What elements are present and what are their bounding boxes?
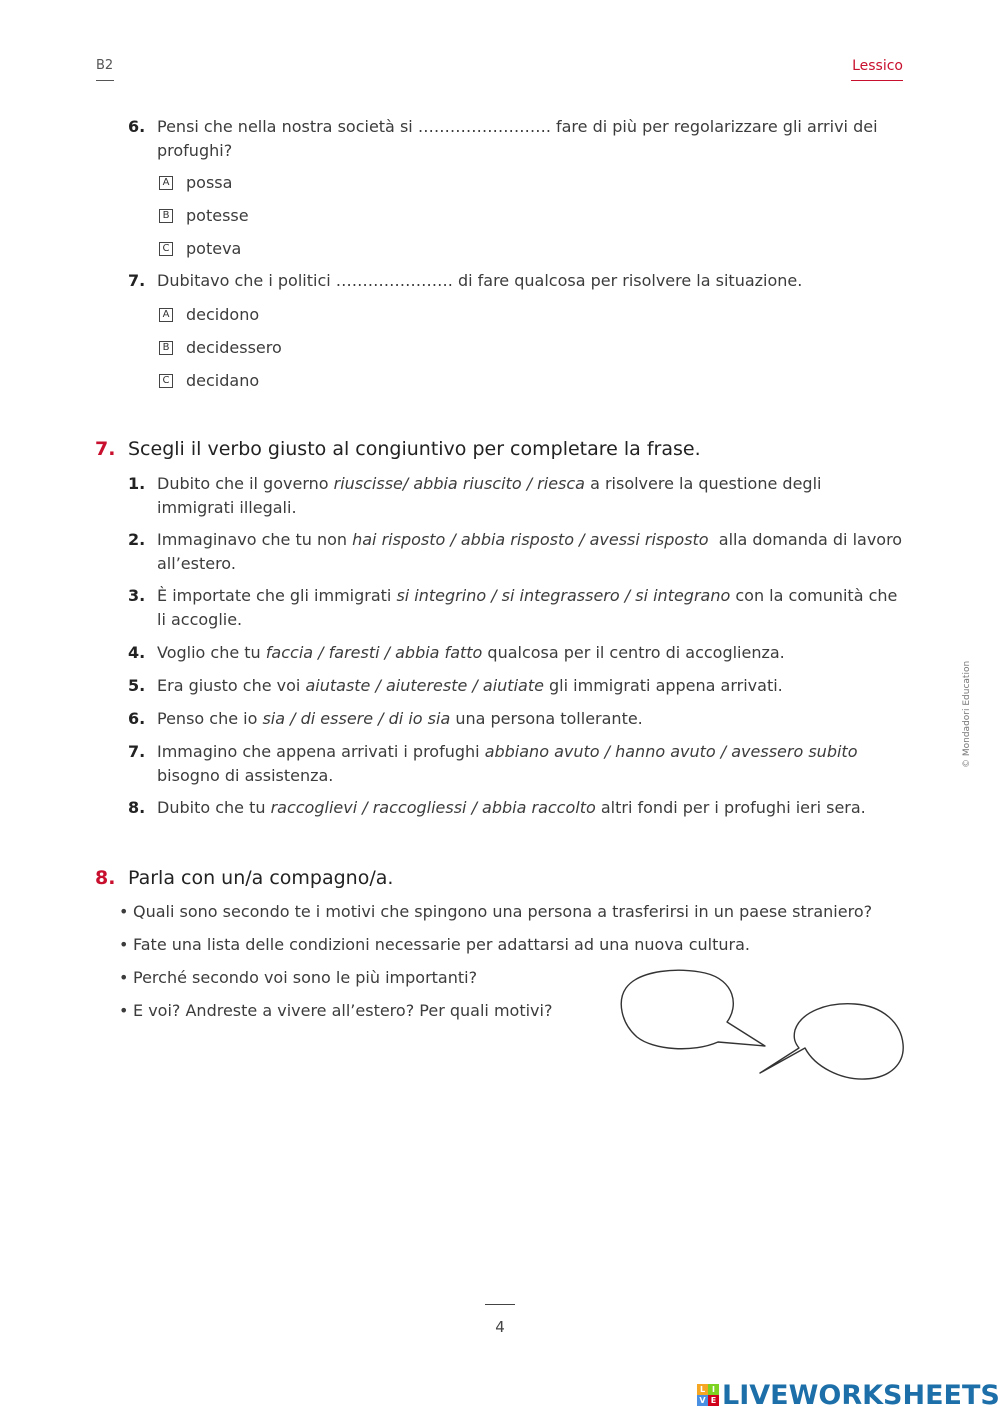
sentence-start: Immaginavo che tu non: [157, 530, 353, 549]
liveworksheets-logo-icon: [697, 1384, 719, 1406]
item-number: 6.: [128, 709, 146, 728]
prompt-text: E voi? Andreste a vivere all’estero? Per quali motivi?: [133, 1001, 553, 1020]
item-sentence-continued: li accoglie.: [157, 610, 243, 629]
page-number-rule: [485, 1304, 515, 1305]
option-label: decidano: [186, 371, 260, 390]
option-label: possa: [186, 173, 233, 192]
exercise-7-heading: [95, 436, 895, 462]
sentence-end: alla domanda di lavoro: [708, 530, 903, 549]
verb-choices[interactable]: sia / di essere / di io sia: [262, 709, 451, 728]
option-label: potesse: [186, 206, 249, 225]
exercise-title: Scegli il verbo giusto al congiuntivo per completare la frase.: [128, 438, 701, 460]
question-6: [128, 115, 908, 163]
logo-tile: I: [708, 1384, 719, 1395]
sentence-start: È importate che gli immigrati: [157, 586, 397, 605]
sentence-start: Era giusto che voi: [157, 676, 306, 695]
item-number: 5.: [128, 676, 146, 695]
item-sentence: [157, 641, 785, 665]
logo-tile: E: [708, 1395, 719, 1406]
prompt-text: Quali sono secondo te i motivi che spingono una persona a trasferirsi in un paese straniero?: [133, 902, 873, 921]
exercise-number: 8.: [95, 867, 116, 889]
option-label: poteva: [186, 239, 242, 258]
sentence-start: Penso che io: [157, 709, 263, 728]
item-sentence-continued: bisogno di assistenza.: [157, 766, 334, 785]
verb-choices[interactable]: riuscisse/ abbia riuscito / riesca: [333, 474, 585, 493]
item-sentence: [157, 674, 783, 698]
verb-choices[interactable]: abbiano avuto / hanno avuto / avessero subito: [484, 742, 858, 761]
speech-bubbles-illustration: [615, 968, 910, 1088]
item-number: 1.: [128, 474, 146, 493]
question-text: Pensi che nella nostra società si ……………………. fare di più per regolarizzare gli arrivi dei: [157, 117, 878, 136]
speech-bubble-left-icon: [621, 970, 765, 1049]
exercise-7-item: [128, 707, 908, 731]
sentence-end: con la comunità che: [730, 586, 898, 605]
option-letter-box[interactable]: B: [159, 209, 173, 223]
item-sentence: [157, 740, 857, 764]
item-number: 3.: [128, 586, 146, 605]
exercise-7-item: [128, 796, 908, 820]
item-sentence: [157, 528, 902, 552]
item-number: 2.: [128, 530, 146, 549]
option-letter-box[interactable]: B: [159, 341, 173, 355]
option-letter-box[interactable]: A: [159, 308, 173, 322]
question-number: 6.: [128, 117, 146, 136]
bullet-icon: •: [119, 902, 129, 921]
prompt-text: Fate una lista delle condizioni necessarie per adattarsi ad una nuova cultura.: [133, 935, 750, 954]
prompt-text: Perché secondo voi sono le più importanti?: [133, 968, 478, 987]
bullet-icon: •: [119, 935, 129, 954]
bullet-icon: •: [119, 1001, 129, 1020]
sentence-start: Dubito che il governo: [157, 474, 334, 493]
level-underline: [96, 80, 114, 81]
verb-choices[interactable]: raccoglievi / raccogliessi / abbia raccolto: [270, 798, 596, 817]
liveworksheets-logo[interactable]: [697, 1380, 1000, 1410]
option-letter-box[interactable]: A: [159, 176, 173, 190]
option-label: decidono: [186, 305, 260, 324]
speech-bubble-right-icon: [760, 1004, 903, 1079]
question-text: Dubitavo che i politici …………………. di fare qualcosa per risolvere la situazione.: [157, 271, 803, 290]
option-label: decidessero: [186, 338, 282, 357]
item-sentence-continued: immigrati illegali.: [157, 498, 297, 517]
item-sentence: [157, 707, 643, 731]
item-sentence: [157, 796, 866, 820]
exercise-7-item: [128, 528, 908, 576]
exercise-7-item: [128, 641, 908, 665]
question-text-continued: profughi?: [157, 141, 233, 160]
option-letter-box[interactable]: C: [159, 374, 173, 388]
item-sentence: [157, 472, 821, 496]
exercise-8-heading: [95, 865, 895, 891]
liveworksheets-wordmark: LIVEWORKSHEETS: [722, 1379, 1000, 1411]
verb-choices[interactable]: faccia / faresti / abbia fatto: [265, 643, 483, 662]
verb-choices[interactable]: si integrino / si integrassero / si integrano: [396, 586, 731, 605]
exercise-7-item: [128, 674, 908, 698]
item-number: 7.: [128, 742, 146, 761]
sentence-end: gli immigrati appena arrivati.: [543, 676, 783, 695]
exercise-7-item: [128, 740, 908, 788]
sentence-end: qualcosa per il centro di accoglienza.: [482, 643, 785, 662]
logo-tile: V: [697, 1395, 708, 1406]
exercise-7-item: [128, 472, 908, 520]
item-sentence: [157, 584, 897, 608]
bullet-icon: •: [119, 968, 129, 987]
page-number: 4: [495, 1318, 505, 1336]
verb-choices[interactable]: hai risposto / abbia risposto / avessi risposto: [352, 530, 709, 549]
copyright-notice: © Mondadori Education: [962, 660, 972, 768]
exercise-title: Parla con un/a compagno/a.: [128, 867, 394, 889]
logo-tile: L: [697, 1384, 708, 1395]
verb-choices[interactable]: aiutaste / aiutereste / aiutiate: [305, 676, 544, 695]
sentence-end: una persona tollerante.: [450, 709, 643, 728]
sentence-start: Voglio che tu: [157, 643, 266, 662]
question-7: [128, 269, 908, 293]
item-number: 4.: [128, 643, 146, 662]
section-underline: [851, 80, 903, 81]
question-number: 7.: [128, 271, 146, 290]
sentence-start: Dubito che tu: [157, 798, 271, 817]
item-sentence-continued: all’estero.: [157, 554, 236, 573]
exercise-7-item: [128, 584, 908, 632]
option-letter-box[interactable]: C: [159, 242, 173, 256]
sentence-end: altri fondi per i profughi ieri sera.: [595, 798, 866, 817]
section-label: Lessico: [852, 58, 903, 74]
sentence-end: a risolvere la questione degli: [584, 474, 822, 493]
sentence-start: Immagino che appena arrivati i profughi: [157, 742, 485, 761]
item-number: 8.: [128, 798, 146, 817]
level-label: B2: [96, 58, 114, 73]
exercise-number: 7.: [95, 438, 116, 460]
